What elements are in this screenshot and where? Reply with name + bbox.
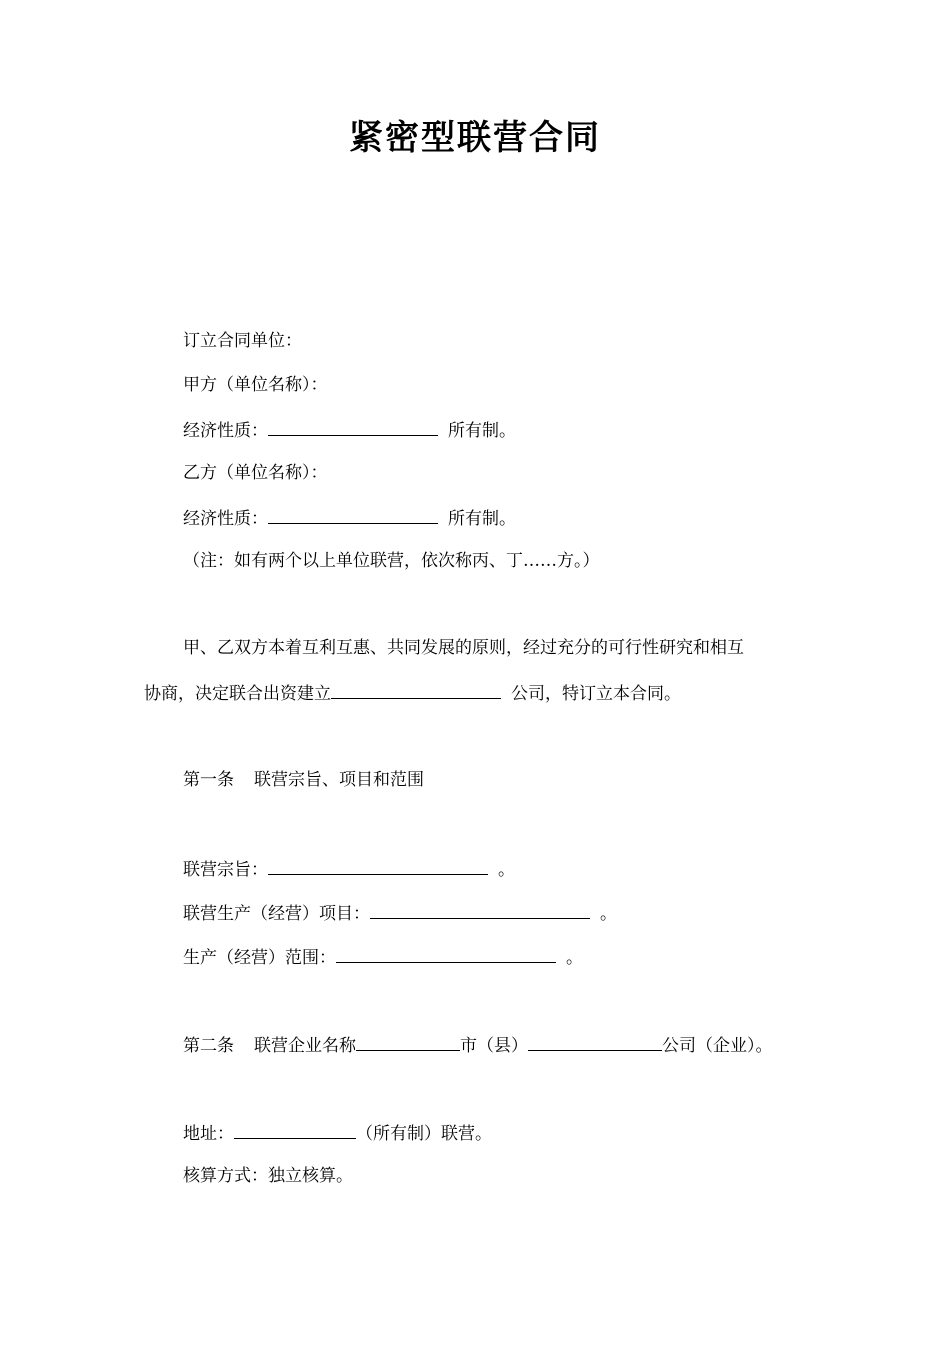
company-name-blank[interactable] bbox=[331, 680, 501, 699]
address-blank[interactable] bbox=[234, 1120, 356, 1139]
article-2-line bbox=[183, 1032, 773, 1058]
party-b-nature-suffix: 所有制。 bbox=[448, 509, 516, 529]
city-blank[interactable] bbox=[356, 1032, 460, 1051]
preamble-line-2 bbox=[144, 680, 681, 706]
purpose-suffix: 。 bbox=[498, 860, 515, 880]
scope-blank[interactable] bbox=[336, 944, 556, 963]
preamble-prefix: 协商，决定联合出资建立 bbox=[144, 684, 331, 704]
scope-label: 生产（经营）范围： bbox=[183, 948, 336, 968]
party-a-nature-suffix: 所有制。 bbox=[448, 421, 516, 441]
article-1-number: 第一条 bbox=[183, 770, 234, 790]
enterprise-name-blank[interactable] bbox=[528, 1032, 662, 1051]
address-line bbox=[183, 1120, 492, 1146]
scope-line bbox=[183, 944, 583, 970]
project-blank[interactable] bbox=[370, 900, 590, 919]
preamble-line-1: 甲、乙双方本着互利互惠、共同发展的原则，经过充分的可行性研究和相互 bbox=[183, 638, 744, 658]
project-line bbox=[183, 900, 617, 926]
party-a-label: 甲方（单位名称）： bbox=[183, 375, 328, 395]
article-2-number: 第二条 bbox=[183, 1036, 234, 1056]
scope-suffix: 。 bbox=[566, 948, 583, 968]
accounting-method: 核算方式：独立核算。 bbox=[183, 1166, 353, 1186]
party-a-nature-line bbox=[183, 417, 516, 443]
document-title: 紧密型联营合同 bbox=[349, 118, 601, 158]
project-label: 联营生产（经营）项目： bbox=[183, 904, 370, 924]
party-b-nature-blank[interactable] bbox=[268, 505, 438, 524]
party-a-nature-blank[interactable] bbox=[268, 417, 438, 436]
purpose-blank[interactable] bbox=[268, 856, 488, 875]
party-b-nature-line bbox=[183, 505, 516, 531]
purpose-label: 联营宗旨： bbox=[183, 860, 268, 880]
article-2-prefix: 联营企业名称 bbox=[254, 1036, 356, 1056]
address-label: 地址： bbox=[183, 1124, 234, 1144]
party-b-label: 乙方（单位名称）： bbox=[183, 463, 328, 483]
article-2-suffix: 公司（企业）。 bbox=[662, 1036, 773, 1056]
preamble-suffix: 公司，特订立本合同。 bbox=[511, 684, 681, 704]
article-1-heading bbox=[183, 768, 424, 792]
article-1-title: 联营宗旨、项目和范围 bbox=[254, 770, 424, 790]
party-b-nature-label: 经济性质： bbox=[183, 509, 268, 529]
party-a-nature-label: 经济性质： bbox=[183, 421, 268, 441]
project-suffix: 。 bbox=[600, 904, 617, 924]
parties-note: （注：如有两个以上单位联营，依次称丙、丁……方。） bbox=[183, 551, 600, 571]
parties-heading: 订立合同单位： bbox=[183, 331, 302, 351]
article-2-city: 市（县） bbox=[460, 1036, 528, 1056]
address-suffix: （所有制）联营。 bbox=[356, 1124, 492, 1144]
purpose-line bbox=[183, 856, 515, 882]
